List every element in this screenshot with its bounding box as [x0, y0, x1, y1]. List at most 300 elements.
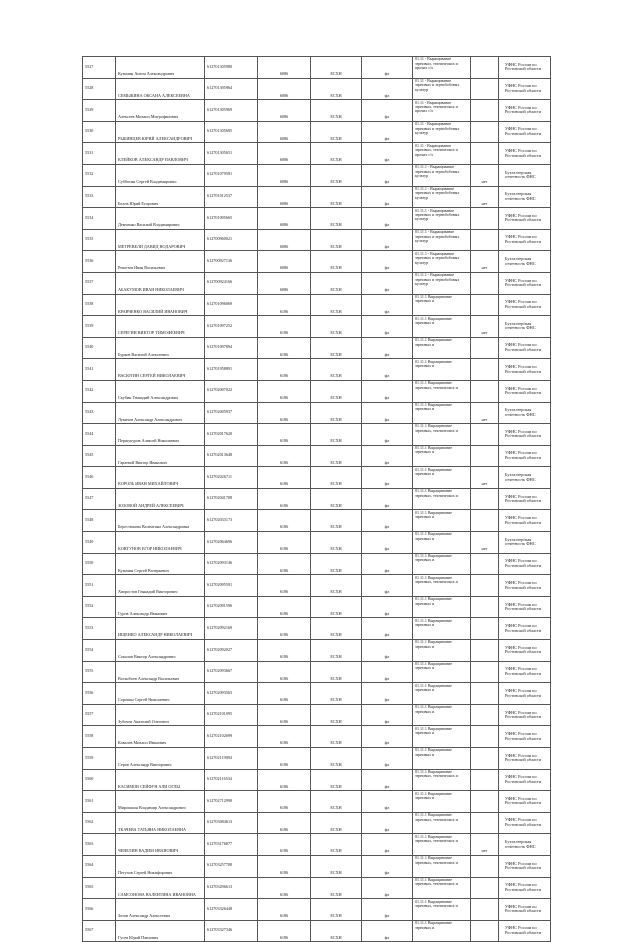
inn-cell: 612702091596 [205, 596, 258, 618]
activity-cell: 01.11.1 Выращивание зерновых и [413, 337, 471, 359]
person-type-cell: фл [362, 640, 413, 662]
name-cell: АБАКУМОВ ИВАН НИКОЛАЕВИЧ [116, 272, 205, 294]
name-cell: САМСОНОВА ВАЛЕНТИНА ИВАНОВНА [116, 877, 205, 899]
inn-cell: 612701305980 [205, 57, 258, 79]
person-type-cell: фл [362, 337, 413, 359]
table-row [83, 402, 551, 424]
person-type-cell: фл [362, 834, 413, 856]
flag-cell: нет [471, 186, 499, 208]
name-cell: КАСИМОВ СЕЙФУН АЛИ ОГЛЫ [116, 769, 205, 791]
name-cell: Скубин Геннадий Александрович [116, 380, 205, 402]
flag-cell [471, 100, 499, 122]
tax-regime-cell: ЕСХН [311, 791, 362, 813]
source-cell: Бухгалтерская отчетность ФНС [499, 316, 551, 338]
table-row [83, 100, 551, 122]
activity-cell: 01.11.1 Выращивание зерновых, технических и [413, 424, 471, 446]
source-cell: УФНС России по Ростовской области [499, 920, 551, 942]
inn-cell: 612701305651 [205, 143, 258, 165]
row-number-cell: 5534 [83, 208, 116, 230]
flag-cell [471, 575, 499, 597]
activity-cell: 01.11.1 - Выращивание зерновых и зернобобовых культур [413, 229, 471, 251]
row-number-cell: 5567 [83, 920, 116, 942]
row-number-cell: 5533 [83, 186, 116, 208]
person-type-cell: фл [362, 704, 413, 726]
row-number-cell: 5558 [83, 726, 116, 748]
table-row [83, 121, 551, 143]
row-number-cell: 5550 [83, 553, 116, 575]
name-cell: Кузьмин Антон Александрович [116, 57, 205, 79]
flag-cell: нет [471, 467, 499, 489]
tax-regime-cell: ЕСХН [311, 618, 362, 640]
code-cell: 6186 [258, 834, 311, 856]
row-number-cell: 5531 [83, 143, 116, 165]
table-row [83, 78, 551, 100]
code-cell: 6186 [258, 380, 311, 402]
source-cell: УФНС России по Ростовской области [499, 78, 551, 100]
inn-cell: 612702092027 [205, 640, 258, 662]
table-row [83, 424, 551, 446]
tax-regime-cell: ЕСХН [311, 359, 362, 381]
inn-cell: 612701096069 [205, 294, 258, 316]
name-cell: КЛЕЙКОВ АЛЕКСАНДР ПАВЛОВИЧ [116, 143, 205, 165]
flag-cell [471, 57, 499, 79]
person-type-cell: фл [362, 488, 413, 510]
activity-cell: 01.11.1 Выращивание зерновых, технических и [413, 812, 471, 834]
code-cell: 6086 [258, 251, 311, 273]
activity-cell: 01.11.1 Выращивание зерновых, технических и [413, 834, 471, 856]
code-cell: 6186 [258, 337, 311, 359]
activity-cell: 01.11.1 Выращивание зерновых и [413, 294, 471, 316]
person-type-cell: фл [362, 553, 413, 575]
person-type-cell: фл [362, 769, 413, 791]
code-cell: 6186 [258, 726, 311, 748]
row-number-cell: 5556 [83, 683, 116, 705]
inn-cell: 612702116534 [205, 769, 258, 791]
person-type-cell: фл [362, 445, 413, 467]
activity-cell: 01.11.1 Выращивание зерновых, технических и [413, 488, 471, 510]
tax-regime-cell: ЕСХН [311, 445, 362, 467]
activity-cell: 01.11.1 - Выращивание зерновых и зернобобовых культур [413, 251, 471, 273]
code-cell: 6186 [258, 618, 311, 640]
activity-cell: 01.11.1 Выращивание зерновых и [413, 726, 471, 748]
row-number-cell: 5566 [83, 899, 116, 921]
table-row [83, 661, 551, 683]
tax-regime-cell: ЕСХН [311, 920, 362, 942]
code-cell: 6086 [258, 143, 311, 165]
name-cell: ВАСЮТИН СЕРГЕЙ НИКОЛАЕВИЧ [116, 359, 205, 381]
source-cell: УФНС России по Ростовской области [499, 143, 551, 165]
flag-cell: нет [471, 532, 499, 554]
source-cell: УФНС России по Ростовской области [499, 683, 551, 705]
flag-cell [471, 121, 499, 143]
activity-cell: 01.11.1 Выращивание зерновых и [413, 532, 471, 554]
name-cell: Решетов Иван Васильевич [116, 251, 205, 273]
activity-cell: 01.11.1 - Выращивание зерновых и зернобобовых культур [413, 186, 471, 208]
activity-cell: 01.11.1 - Выращивание зерновых и зернобобовых культур [413, 164, 471, 186]
source-cell: УФНС России по Ростовской области [499, 488, 551, 510]
flag-cell [471, 359, 499, 381]
tax-regime-cell: ЕСХН [311, 683, 362, 705]
tax-regime-cell: ЕСХН [311, 78, 362, 100]
source-cell: Бухгалтерская отчетность ФНС [499, 532, 551, 554]
activity-cell: 01.11 - Выращивание зерновых, технических и прочих с/х [413, 143, 471, 165]
activity-cell: 01.11.1 Выращивание зерновых, технических и [413, 380, 471, 402]
flag-cell [471, 748, 499, 770]
inn-cell: 612702007022 [205, 380, 258, 402]
code-cell: 6086 [258, 208, 311, 230]
table-row [83, 164, 551, 186]
person-type-cell: фл [362, 510, 413, 532]
flag-cell [471, 78, 499, 100]
tax-regime-cell: ЕСХН [311, 143, 362, 165]
source-cell: УФНС России по Ростовской области [499, 380, 551, 402]
flag-cell [471, 769, 499, 791]
activity-cell: 01.11.1 Выращивание зерновых и [413, 748, 471, 770]
name-cell: Воскобоев Александр Васильевич [116, 661, 205, 683]
inn-cell: 612702013648 [205, 445, 258, 467]
activity-cell: 01.11.1 Выращивание зерновых и [413, 467, 471, 489]
code-cell: 6186 [258, 769, 311, 791]
inn-cell: 612703327346 [205, 920, 258, 942]
source-cell: Бухгалтерская отчетность ФНС [499, 402, 551, 424]
source-cell: УФНС России по Ростовской области [499, 618, 551, 640]
inn-cell: 612702093667 [205, 661, 258, 683]
code-cell: 6186 [258, 316, 311, 338]
tax-regime-cell: ЕСХН [311, 337, 362, 359]
inn-cell: 612701012537 [205, 186, 258, 208]
row-number-cell: 5536 [83, 251, 116, 273]
person-type-cell: фл [362, 726, 413, 748]
tax-regime-cell: ЕСХН [311, 704, 362, 726]
code-cell: 6186 [258, 683, 311, 705]
name-cell: Першукуров Алексей Николаевич [116, 424, 205, 446]
code-cell: 6186 [258, 661, 311, 683]
inn-cell: 612702005937 [205, 402, 258, 424]
row-number-cell: 5544 [83, 424, 116, 446]
table-row [83, 769, 551, 791]
tax-regime-cell: ЕСХН [311, 424, 362, 446]
name-cell: МЕТРЕВЕЛИ ДАВИД НОДАРОВИЧ [116, 229, 205, 251]
person-type-cell: фл [362, 877, 413, 899]
tax-regime-cell: ЕСХН [311, 877, 362, 899]
inn-cell: 612702095591 [205, 575, 258, 597]
activity-cell: 01.11.1 - Выращивание зерновых и зернобобовых культур [413, 208, 471, 230]
row-number-cell: 5542 [83, 380, 116, 402]
source-cell: УФНС России по Ростовской области [499, 596, 551, 618]
row-number-cell: 5560 [83, 769, 116, 791]
name-cell: ЗОЗОВОЙ АНДРЕЙ АЛЕКСЕЕВИЧ [116, 488, 205, 510]
source-cell: Бухгалтерская отчетность ФНС [499, 251, 551, 273]
name-cell: Берестюкова Валентина Александровна [116, 510, 205, 532]
code-cell: 6186 [258, 704, 311, 726]
table-row [83, 683, 551, 705]
flag-cell: нет [471, 251, 499, 273]
person-type-cell: фл [362, 424, 413, 446]
source-cell: УФНС России по Ростовской области [499, 791, 551, 813]
table-row [83, 510, 551, 532]
code-cell: 6186 [258, 812, 311, 834]
name-cell: Кузьмин Сергей Валерьевич [116, 553, 205, 575]
row-number-cell: 5538 [83, 294, 116, 316]
name-cell: Мирошкин Владимир Александрович [116, 791, 205, 813]
code-cell: 6186 [258, 640, 311, 662]
source-cell: УФНС России по Ростовской области [499, 877, 551, 899]
flag-cell [471, 791, 499, 813]
person-type-cell: фл [362, 359, 413, 381]
flag-cell [471, 877, 499, 899]
inn-cell: 612703176877 [205, 834, 258, 856]
source-cell: УФНС России по Ростовской области [499, 424, 551, 446]
code-cell: 6186 [258, 359, 311, 381]
table-row [83, 380, 551, 402]
code-cell: 6186 [258, 488, 311, 510]
person-type-cell: фл [362, 78, 413, 100]
person-type-cell: фл [362, 855, 413, 877]
source-cell: УФНС России по Ростовской области [499, 704, 551, 726]
activity-cell: 01.11.1 Выращивание зерновых, технических и [413, 899, 471, 921]
tax-regime-cell: ЕСХН [311, 251, 362, 273]
tax-regime-cell: ЕСХН [311, 402, 362, 424]
table-row [83, 229, 551, 251]
name-cell: Ковалев Михаил Иванович [116, 726, 205, 748]
tax-regime-cell: ЕСХН [311, 467, 362, 489]
activity-cell: 01.11.1 Выращивание зерновых и [413, 510, 471, 532]
inn-cell: 612701097252 [205, 316, 258, 338]
inn-cell: 612701079581 [205, 164, 258, 186]
inn-cell: 612702026711 [205, 467, 258, 489]
tax-regime-cell: ЕСХН [311, 488, 362, 510]
source-cell: Бухгалтерская отчетность ФНС [499, 186, 551, 208]
table-row [83, 899, 551, 921]
name-cell: РЫБИНЦЕВ ЮРИЙ АЛЕКСАНДРОВИЧ [116, 121, 205, 143]
row-number-cell: 5559 [83, 748, 116, 770]
inn-cell: 612702092169 [205, 618, 258, 640]
activity-cell: 01.11 - Выращивание зерновых и зернобобовых культур [413, 78, 471, 100]
source-cell: УФНС России по Ростовской области [499, 769, 551, 791]
tax-regime-cell: ЕСХН [311, 186, 362, 208]
source-cell: Бухгалтерская отчетность ФНС [499, 834, 551, 856]
flag-cell [471, 272, 499, 294]
source-cell: УФНС России по Ростовской области [499, 812, 551, 834]
source-cell: УФНС России по Ростовской области [499, 640, 551, 662]
table-row [83, 359, 551, 381]
name-cell: ИЩЕНКО АЛЕКСАНДР НИКОЛАЕВИЧ [116, 618, 205, 640]
inn-cell: 612701305964 [205, 78, 258, 100]
person-type-cell: фл [362, 899, 413, 921]
activity-cell: 01.11.1 Выращивание зерновых и [413, 445, 471, 467]
activity-cell: 01.11.1 Выращивание зерновых, технических и [413, 855, 471, 877]
code-cell: 6086 [258, 164, 311, 186]
person-type-cell: фл [362, 100, 413, 122]
row-number-cell: 5557 [83, 704, 116, 726]
name-cell: ЧЕНЕЛИН ВАДИМ ИВАНОВИЧ [116, 834, 205, 856]
activity-cell: 01.11.1 Выращивание зерновых и [413, 402, 471, 424]
name-cell: КОРОЛЬ ИВАН МИХАЙЛОВИЧ [116, 467, 205, 489]
table-row [83, 575, 551, 597]
code-cell: 6186 [258, 532, 311, 554]
code-cell: 6086 [258, 186, 311, 208]
activity-cell: 01.11.1 Выращивание зерновых и [413, 316, 471, 338]
code-cell: 6186 [258, 424, 311, 446]
name-cell: Бурков Василий Алексеевич [116, 337, 205, 359]
source-cell: Бухгалтерская отчетность ФНС [499, 467, 551, 489]
person-type-cell: фл [362, 618, 413, 640]
source-cell: УФНС России по Ростовской области [499, 899, 551, 921]
code-cell: 6186 [258, 445, 311, 467]
tax-regime-cell: ЕСХН [311, 229, 362, 251]
activity-cell: 01.11 - Выращивание зерновых, технических и прочих с/х [413, 57, 471, 79]
tax-regime-cell: ЕСХН [311, 57, 362, 79]
table-row [83, 143, 551, 165]
name-cell: Зотов Александр Алексеевич [116, 899, 205, 921]
code-cell: 6186 [258, 920, 311, 942]
table-row [83, 57, 551, 79]
row-number-cell: 5546 [83, 467, 116, 489]
activity-cell: 01.11.1 Выращивание зерновых и [413, 359, 471, 381]
source-cell: УФНС России по Ростовской области [499, 229, 551, 251]
code-cell: 6186 [258, 575, 311, 597]
flag-cell: нет [471, 402, 499, 424]
code-cell: 6186 [258, 855, 311, 877]
row-number-cell: 5535 [83, 229, 116, 251]
activity-cell: 01.11.1 Выращивание зерновых и [413, 791, 471, 813]
inn-cell: 612703326448 [205, 899, 258, 921]
flag-cell [471, 812, 499, 834]
name-cell: Гусев Юрий Павлович [116, 920, 205, 942]
name-cell: Белов Юрий Егорович [116, 186, 205, 208]
flag-cell [471, 553, 499, 575]
name-cell: Петухов Сергей Никифорович [116, 855, 205, 877]
tax-regime-cell: ЕСХН [311, 834, 362, 856]
person-type-cell: фл [362, 812, 413, 834]
source-cell: УФНС России по Ростовской области [499, 726, 551, 748]
registry-table [82, 56, 551, 942]
row-number-cell: 5563 [83, 834, 116, 856]
activity-cell: 01.11.1 - Выращивание зерновых и зернобобовых культур [413, 272, 471, 294]
row-number-cell: 5530 [83, 121, 116, 143]
table-row [83, 791, 551, 813]
inn-cell: 612702064696 [205, 532, 258, 554]
row-number-cell: 5553 [83, 618, 116, 640]
name-cell: Субботин Сергей Владимирович [116, 164, 205, 186]
person-type-cell: фл [362, 402, 413, 424]
row-number-cell: 5537 [83, 272, 116, 294]
flag-cell: нет [471, 164, 499, 186]
flag-cell: нет [471, 316, 499, 338]
inn-cell: 612701005665 [205, 208, 258, 230]
person-type-cell: фл [362, 208, 413, 230]
person-type-cell: фл [362, 920, 413, 942]
row-number-cell: 5547 [83, 488, 116, 510]
row-number-cell: 5565 [83, 877, 116, 899]
person-type-cell: фл [362, 272, 413, 294]
name-cell: СЕМЫКИНА ОКСАНА АЛЕКСЕЕВНА [116, 78, 205, 100]
name-cell: КРАВЧЕНКО ВАСИЛИЙ ИВАНОВИЧ [116, 294, 205, 316]
row-number-cell: 5532 [83, 164, 116, 186]
table-row [83, 294, 551, 316]
activity-cell: 01.11.1 Выращивание зерновых и [413, 661, 471, 683]
inn-cell: 612703257708 [205, 855, 258, 877]
activity-cell: 01.11.1 Выращивание зерновых, технических и [413, 769, 471, 791]
activity-cell: 01.11.1 Выращивание зерновых, технических и [413, 877, 471, 899]
tax-regime-cell: ЕСХН [311, 596, 362, 618]
inn-cell: 612702041708 [205, 488, 258, 510]
tax-regime-cell: ЕСХН [311, 510, 362, 532]
row-number-cell: 5528 [83, 78, 116, 100]
table-row [83, 337, 551, 359]
flag-cell [471, 510, 499, 532]
table-row [83, 704, 551, 726]
flag-cell [471, 488, 499, 510]
table-row [83, 877, 551, 899]
activity-cell: 01.11.1 Выращивание зерновых и [413, 640, 471, 662]
flag-cell [471, 920, 499, 942]
flag-cell [471, 424, 499, 446]
person-type-cell: фл [362, 748, 413, 770]
tax-regime-cell: ЕСХН [311, 121, 362, 143]
person-type-cell: фл [362, 251, 413, 273]
person-type-cell: фл [362, 380, 413, 402]
source-cell: УФНС России по Ростовской области [499, 337, 551, 359]
inn-cell: 612702033173 [205, 510, 258, 532]
table-row [83, 445, 551, 467]
source-cell: УФНС России по Ростовской области [499, 272, 551, 294]
row-number-cell: 5545 [83, 445, 116, 467]
person-type-cell: фл [362, 164, 413, 186]
person-type-cell: фл [362, 316, 413, 338]
source-cell: УФНС России по Ростовской области [499, 121, 551, 143]
code-cell: 6086 [258, 121, 311, 143]
flag-cell [471, 337, 499, 359]
tax-regime-cell: ЕСХН [311, 164, 362, 186]
table-row [83, 467, 551, 489]
row-number-cell: 5555 [83, 661, 116, 683]
name-cell: КОВТУНОВ ЕГОР НИКОЛАЕВИЧ [116, 532, 205, 554]
person-type-cell: фл [362, 532, 413, 554]
code-cell: 6186 [258, 294, 311, 316]
code-cell: 6186 [258, 791, 311, 813]
name-cell: Гуров Александр Иванович [116, 596, 205, 618]
name-cell: Соколов Виктор Александрович [116, 640, 205, 662]
name-cell: Хворостов Геннадий Викторович [116, 575, 205, 597]
activity-cell: 01.11.1 Выращивание зерновых и [413, 683, 471, 705]
tax-regime-cell: ЕСХН [311, 100, 362, 122]
table-row [83, 272, 551, 294]
table-row [83, 208, 551, 230]
flag-cell [471, 640, 499, 662]
source-cell: УФНС России по Ростовской области [499, 661, 551, 683]
code-cell: 6086 [258, 229, 311, 251]
activity-cell: 01.11 - Выращивание зерновых и зернобобовых культур [413, 121, 471, 143]
activity-cell: 01.11.1 Выращивание зерновых и [413, 553, 471, 575]
flag-cell [471, 704, 499, 726]
table-row [83, 596, 551, 618]
inn-cell: 612701305685 [205, 121, 258, 143]
inn-cell: 612701305969 [205, 100, 258, 122]
source-cell: УФНС России по Ростовской области [499, 294, 551, 316]
code-cell: 6186 [258, 510, 311, 532]
tax-regime-cell: ЕСХН [311, 575, 362, 597]
name-cell: Алексеев Михаил Митрофанович [116, 100, 205, 122]
flag-cell [471, 726, 499, 748]
row-number-cell: 5539 [83, 316, 116, 338]
table-row [83, 618, 551, 640]
name-cell: Демченко Василий Владимирович [116, 208, 205, 230]
table-row [83, 532, 551, 554]
code-cell: 6186 [258, 553, 311, 575]
flag-cell [471, 596, 499, 618]
row-number-cell: 5554 [83, 640, 116, 662]
